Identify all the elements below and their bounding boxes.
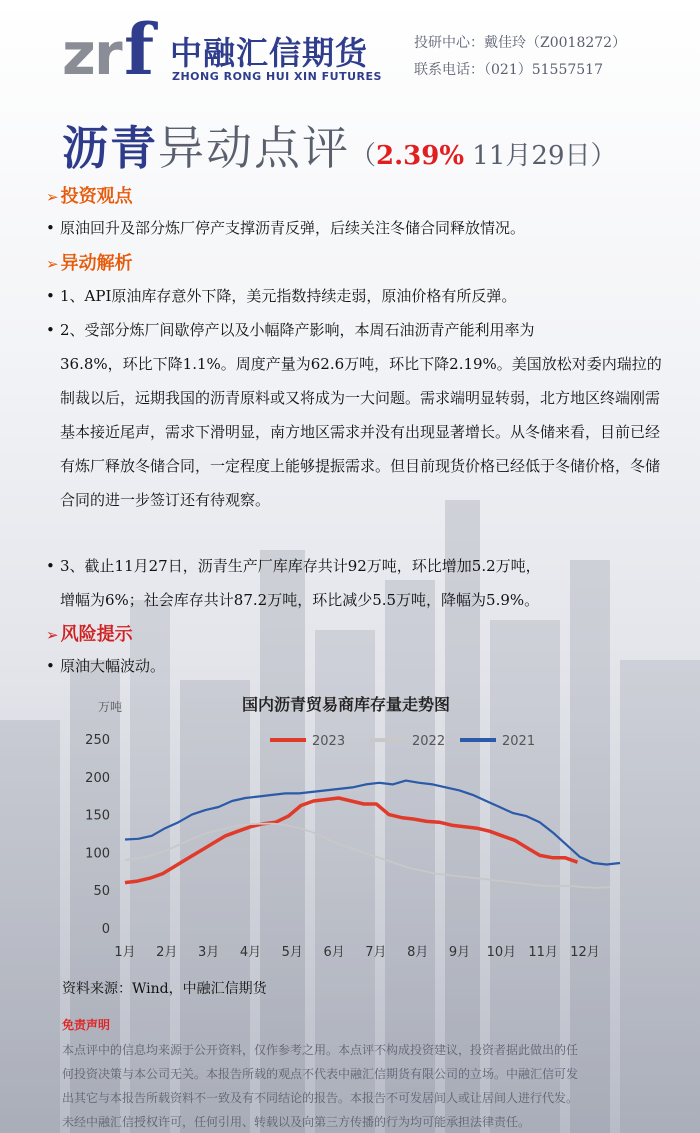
bullet-icon: • bbox=[46, 657, 55, 675]
analyst-line: 投研中心：戴佳玲（Z0018272） bbox=[414, 35, 627, 51]
title-date: 11月29日 bbox=[464, 141, 591, 171]
chart-title: 国内沥青贸易商库存量走势图 bbox=[242, 695, 451, 714]
legend-label-2023: 2023 bbox=[312, 734, 346, 749]
bullet-icon: • bbox=[46, 287, 55, 305]
analysis-item-3-continued: 增幅为6%；社会库存共计87.2万吨，环比减少5.5万吨，降幅为5.9%。 bbox=[60, 591, 540, 609]
data-source: 资料来源：Wind，中融汇信期货 bbox=[62, 981, 267, 997]
title-change-percent: 2.39% bbox=[376, 141, 465, 171]
y-tick-label: 200 bbox=[85, 770, 110, 786]
zrf-logo-icon bbox=[62, 10, 162, 82]
y-tick-label: 100 bbox=[85, 846, 110, 862]
y-axis-unit-label: 万吨 bbox=[98, 700, 123, 714]
analysis-item-2-continued: 36.8%，环比下降1.1%。周度产量为62.6万吨，环比下降2.19%。美国放松对委内瑞拉的制裁以后，远期我国的沥青原料或又将成为一大问题。需求端明显转弱，北方地区终端刚需基本接近尾声，需求下滑明显，南方地区需求并没有出现显著增长。从冬储来看，目前已经有炼厂释放冬储合同，一定程度上能够提振需求。但目前现货价格已经低于冬储价格，冬储合同的进一步签订还有待观察。 bbox=[60, 355, 662, 509]
disclaimer-text: 本点评中的信息均来源于公开资料，仅作参考之用。本点评不构成投资建议，投资者据此做出的任 何投资决策与本公司无关。本报告所载的观点不代表中融汇信期货有限公司的立场。中融汇信可发 出其它与本报告所载资料不一致及有不同结论的报告。本报告不可发居间人或让居间人进行代发。 未经中融汇信授权许可，任何引用、转载以及向第三方传播的行为均可能承担法律责任。 bbox=[62, 1043, 579, 1129]
contact-info bbox=[414, 30, 626, 84]
legend-label-2022: 2022 bbox=[412, 734, 446, 749]
view-text: • 原油回升及部分炼厂停产支撑沥青反弹，后续关注冬储合同释放情况。 bbox=[46, 211, 666, 245]
y-tick-label: 250 bbox=[85, 733, 110, 748]
logo-chinese-name: 中融汇信期货 bbox=[170, 34, 369, 72]
section-analysis-heading: ➢ 异动解析 bbox=[46, 253, 133, 274]
bullet-icon: • bbox=[46, 321, 55, 339]
page-title bbox=[62, 112, 617, 178]
title-subject: 异动点评 bbox=[158, 121, 350, 175]
disclaimer-title: 免责声明 bbox=[62, 1018, 111, 1032]
x-tick-label: 9月 bbox=[448, 945, 471, 960]
x-tick-label: 12月 bbox=[570, 945, 600, 960]
company-logo bbox=[62, 10, 382, 84]
arrow-icon: ➢ bbox=[46, 255, 59, 273]
analysis-item-3: • 3、截止11月27日，沥青生产厂库库存共计92万吨，环比增加5.2万吨， 增幅为6%；社会库存共计87.2万吨，环比减少5.5万吨，降幅为5.9%。 bbox=[46, 549, 666, 617]
analysis-item-2: • 2、受部分炼厂间歇停产以及小幅降产影响，本周石油沥青产能利用率为 36.8%，环比下降1.1%。周度产量为62.6万吨，环比下降2.19%。美国放松对委内瑞拉的制裁以后，远期我国的沥青原料或又将成为一大问题。需求端明显转弱，北方地区终端刚需基本接近尾声，需求下滑明显，南方地区需求并没有出现显著增长。从冬储来看，目前已经有炼厂释放冬储合同，一定程度上能够提振需求。但目前现货价格已经低于冬储价格，冬储合同的进一步签订还有待观察。 bbox=[46, 313, 666, 517]
svg-text:f: f bbox=[124, 10, 155, 82]
x-tick-label: 3月 bbox=[197, 945, 220, 960]
x-tick-label: 1月 bbox=[114, 945, 136, 960]
svg-text:z: z bbox=[62, 20, 96, 82]
phone-line: 联系电话：（021）51557517 bbox=[414, 62, 603, 78]
logo-english-name: ZHONG RONG HUI XIN FUTURES bbox=[172, 70, 382, 83]
section-view-heading: ➢ 投资观点 bbox=[46, 186, 133, 207]
arrow-icon: ➢ bbox=[46, 626, 59, 644]
x-tick-label: 10月 bbox=[486, 945, 517, 960]
x-tick-label: 4月 bbox=[239, 945, 262, 960]
y-tick-label: 150 bbox=[85, 808, 110, 824]
y-tick-label: 0 bbox=[101, 922, 110, 937]
section-risk-heading: ➢ 风险提示 bbox=[46, 624, 133, 645]
bullet-icon: • bbox=[46, 219, 55, 237]
x-tick-label: 7月 bbox=[365, 945, 387, 960]
header bbox=[0, 0, 700, 100]
x-tick-label: 11月 bbox=[528, 945, 558, 960]
x-tick-label: 5月 bbox=[281, 945, 303, 960]
title-paren-close: ） bbox=[590, 141, 617, 171]
x-tick-label: 6月 bbox=[323, 945, 345, 960]
inventory-line-chart bbox=[80, 695, 640, 970]
title-paren-open: （ bbox=[350, 141, 377, 171]
y-tick-label: 50 bbox=[93, 884, 110, 900]
legend-label-2021: 2021 bbox=[502, 734, 536, 749]
analysis-item-1: • 1、API原油库存意外下降，美元指数持续走弱，原油价格有所反弹。 bbox=[46, 279, 666, 313]
x-tick-label: 8月 bbox=[407, 945, 429, 960]
x-tick-label: 2月 bbox=[156, 945, 178, 960]
risk-text: • 原油大幅波动。 bbox=[46, 649, 666, 683]
bullet-icon: • bbox=[46, 557, 55, 575]
title-product: 沥青 bbox=[62, 121, 158, 175]
svg-text:r: r bbox=[94, 20, 123, 82]
arrow-icon: ➢ bbox=[46, 188, 59, 206]
